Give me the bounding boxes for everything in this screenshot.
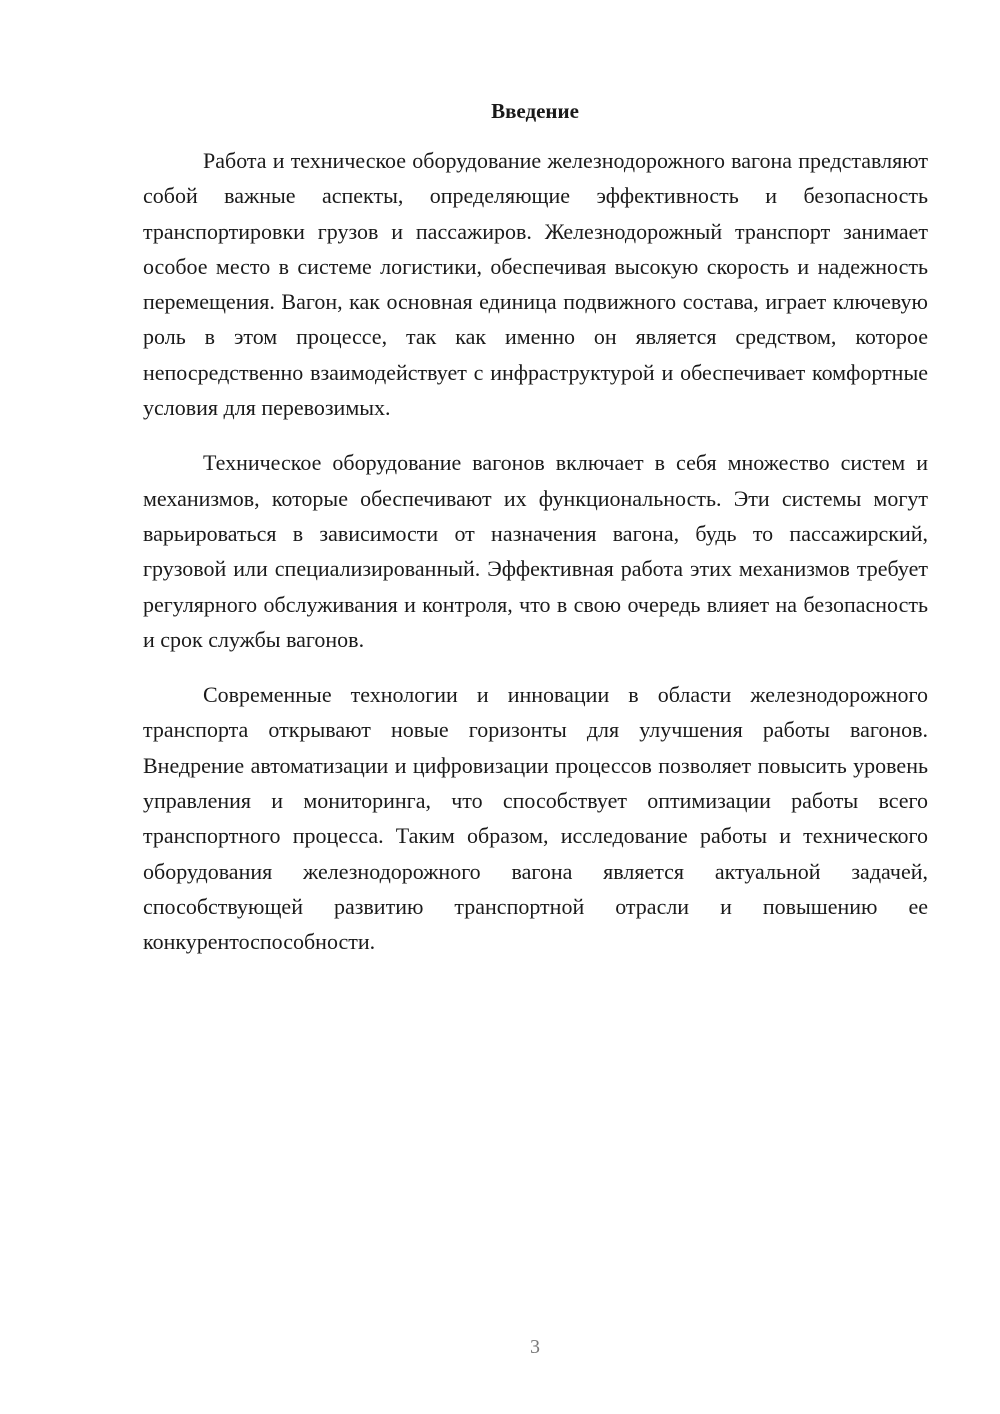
paragraph-2: Техническое оборудование вагонов включает в себя множество систем и механизмов, которые обеспечивают их функциональность. Эти системы могут варьироваться в зависимости от назначения вагона, будь то пассажирский, грузовой или специализированный. Эффективная работа этих механизмов требует регулярного обслуживания и контроля, что в свою очередь влияет на безопасность и срок службы вагонов. — [143, 450, 928, 652]
paragraph-1: Работа и техническое оборудование железнодорожного вагона представляют собой важные аспекты, определяющие эффективность и безопасность транспортировки грузов и пассажиров. Железнодорожный транспорт занимает особое место в системе логистики, обеспечивая высокую скорость и надежность перемещения. Вагон, как основная единица подвижного состава, играет ключевую роль в этом процессе, так как именно он является средством, которое непосредственно взаимодействует с инфраструктурой и обеспечивает комфортные условия для перевозимых. — [143, 148, 928, 421]
paragraph-3: Современные технологии и инновации в области железнодорожного транспорта открывают новые горизонты для улучшения работы вагонов. Внедрение автоматизации и цифровизации процессов позволяет повысить уровень управления и мониторинга, что способствует оптимизации работы всего транспортного процесса. Таким образом, исследование работы и технического оборудования железнодорожного вагона является актуальной задачей, способствующей развитию транспортной отрасли и повышению ее конкурентоспособности. — [143, 682, 928, 955]
page-number: 3 — [530, 1336, 540, 1358]
document-body — [143, 143, 928, 960]
section-title: Введение — [491, 99, 579, 123]
